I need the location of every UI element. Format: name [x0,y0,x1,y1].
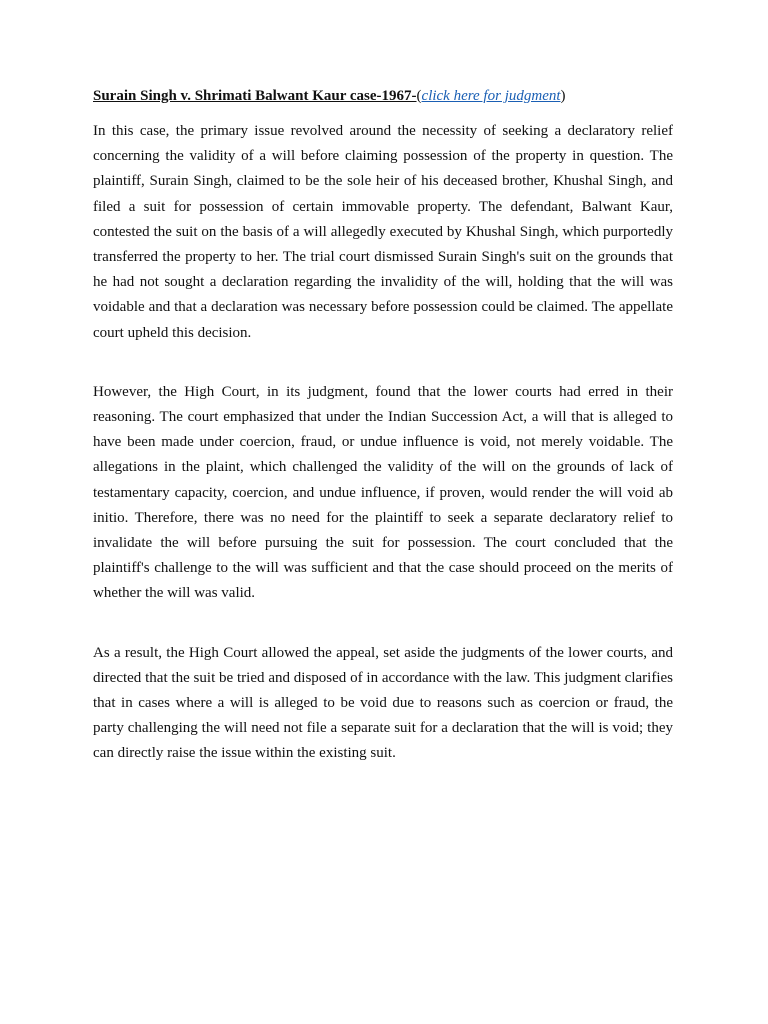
document-page [93,86,673,767]
paragraph-high-court-reasoning: However, the High Court, in its judgment, found that the lower courts had erred in their reasoning. The court emphasized that under the Indian Succession Act, a will that is alleged to have been made under coercion, fraud, or undue influence is void, not merely voidable. The allegations in the plaint, which challenged the validity of the will on the grounds of lack of testamentary capacity, coercion, and undue influence, if proven, would render the will void ab initio. Therefore, there was no need for the plaintiff to seek a separate declaratory relief to invalidate the will before pursuing the suit for possession. The court concluded that the plaintiff's challenge to the will was sufficient and that the case should proceed on the merits of whether the will was valid. [93,383,673,602]
close-paren: ) [560,88,566,104]
open-paren: ( [416,88,422,104]
paragraph-case-background: In this case, the primary issue revolved around the necessity of seeking a declaratory relief concerning the validity of a will before claiming possession of the property in question. The plaintiff, Surain Singh, claimed to be the sole heir of his deceased brother, Khushal Singh, and filed a suit for possession of certain immovable property. The defendant, Balwant Kaur, contested the suit on the basis of a will allegedly executed by Khushal Singh, which purportedly transferred the property to her. The trial court dismissed Surain Singh's suit on the grounds that he had not sought a declaration regarding the invalidity of the will, holding that the will was voidable and that a declaration was necessary before possession could be claimed. The appellate court upheld this decision. [93,123,673,341]
paragraph-outcome: As a result, the High Court allowed the appeal, set aside the judgments of the lower courts, and directed that the suit be tried and disposed of in accordance with the law. This judgment clarifies that in cases where a will is alleged to be void due to reasons such as coercion or fraud, the party challenging the will need not file a separate suit for a declaration that the will is void; they can directly raise the issue within the existing suit. [93,644,673,762]
case-title: Surain Singh v. Shrimati Balwant Kaur case-1967- [93,88,417,104]
case-heading [93,86,673,106]
judgment-link[interactable]: click here for judgment [421,88,561,104]
